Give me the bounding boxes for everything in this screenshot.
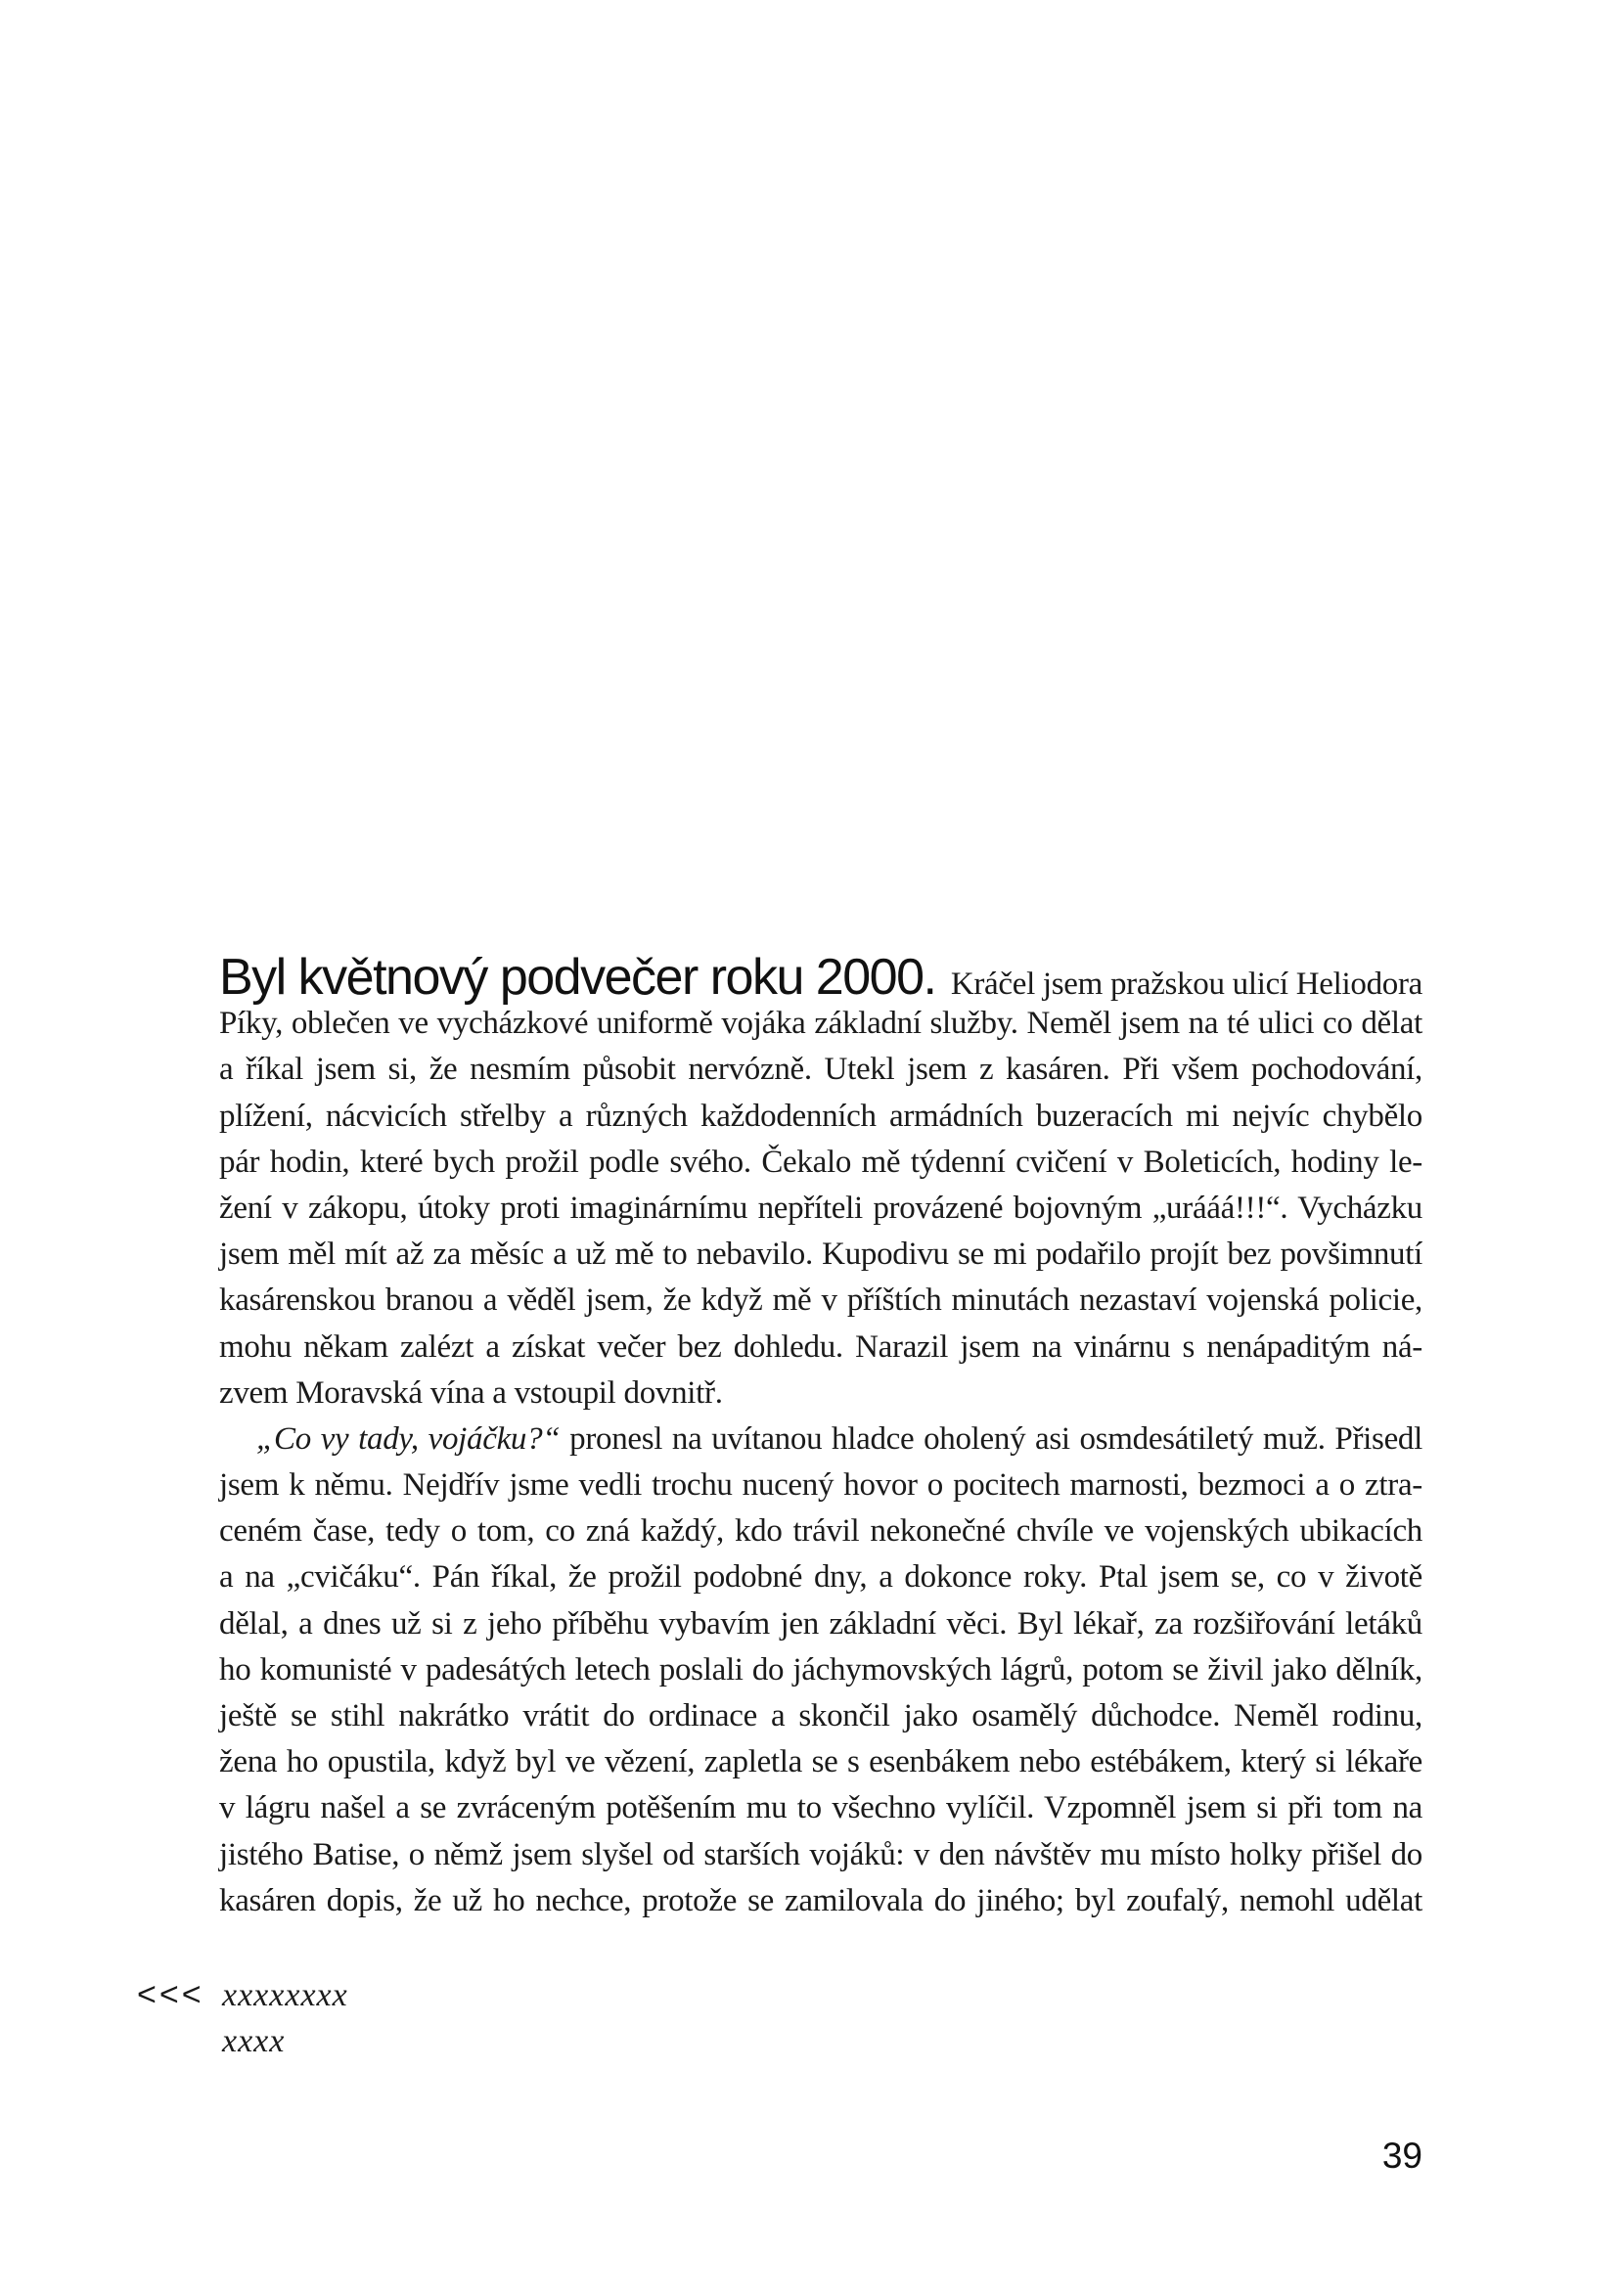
- text-segment: kasáren dopis, že už ho nechce, protože se zamilovala do jiného; byl zoufalý, nemohl udělat: [219, 1882, 1422, 1918]
- body-line: [219, 1278, 1422, 1324]
- footnote-line-2: xxxx: [222, 2023, 286, 2060]
- body-line: [219, 1232, 1422, 1278]
- text-segment: žení v zákopu, útoky proti imaginárnímu nepříteli provázené bojovným „urááá!!!“. Vycházku: [219, 1190, 1422, 1226]
- footnote-line-1: xxxxxxxx: [222, 1977, 348, 2013]
- text-segment: jsem měl mít až za měsíc a už mě to nebavilo. Kupodivu se mi podařilo projít bez povšimnutí: [219, 1237, 1422, 1273]
- body-line: [219, 1001, 1422, 1047]
- body-line: [219, 1186, 1422, 1232]
- footnote-marker: <<<: [137, 1976, 204, 2013]
- text-segment: plížení, nácvicích střelby a různých každodenních armádních buzeracích mi nejvíc chybělo: [219, 1098, 1422, 1134]
- body-line: [219, 1508, 1422, 1554]
- body-line: [219, 1878, 1422, 1924]
- footnote-row-1: [137, 1972, 348, 2018]
- text-segment: a říkal jsem si, že nesmím působit nervózně. Utekl jsem z kasáren. Při všem pochodování,: [219, 1052, 1422, 1088]
- text-segment: jistého Batise, o němž jsem slyšel od starších vojáků: v den návštěv mu místo holky přišel do: [219, 1836, 1422, 1872]
- text-segment: „Co vy tady, vojáčku?“: [256, 1420, 561, 1457]
- text-segment: v lágru našel a se zvráceným potěšením mu to všechno vylíčil. Vzpomněl jsem si při tom na: [219, 1790, 1422, 1826]
- body-text: [219, 949, 1423, 1924]
- text-segment: jsem k němu. Nejdřív jsme vedli trochu nucený hovor o pocitech marnosti, bezmoci a o ztra-: [219, 1467, 1422, 1504]
- footnote-row-2: [137, 2018, 348, 2064]
- chapter-heading: Byl květnový podvečer roku 2000.: [219, 949, 936, 1006]
- body-line: [219, 1371, 1422, 1417]
- text-segment: kasárenskou branou a věděl jsem, že když mě v příštích minutách nezastaví vojenská policie,: [219, 1282, 1422, 1319]
- text-segment: ho komunisté v padesátých letech poslali do jáchymovských lágrů, potom se živil jako dělník,: [219, 1651, 1422, 1688]
- body-line: [219, 1047, 1422, 1093]
- text-segment: Kráčel jsem pražskou ulicí Heliodora: [950, 967, 1422, 1002]
- text-segment: mohu někam zalézt a získat večer bez dohledu. Narazil jsem na vinárnu s nenápaditým ná-: [219, 1328, 1422, 1365]
- body-line: [219, 1832, 1422, 1878]
- chapter-opening-line: [219, 949, 1422, 1006]
- text-segment: ještě se stihl nakrátko vrátit do ordinace a skončil jako osamělý důchodce. Neměl rodinu,: [219, 1698, 1422, 1733]
- page-number: 39: [1381, 2136, 1422, 2176]
- text-segment: ceném čase, tedy o tom, co zná každý, kdo trávil nekonečné chvíle ve vojenských ubikacích: [219, 1513, 1422, 1550]
- text-segment: dělal, a dnes už si z jeho příběhu vybavím jen základní věci. Byl lékař, za rozšiřování letáků: [219, 1605, 1422, 1642]
- text-segment: žena ho opustila, když byl ve vězení, zapletla se s esenbákem nebo estébákem, který si lékaře: [219, 1744, 1422, 1780]
- body-line: [219, 1785, 1422, 1831]
- text-segment: a na „cvičáku“. Pán říkal, že prožil podobné dny, a dokonce roky. Ptal jsem se, co v životě: [219, 1559, 1422, 1596]
- body-line: [219, 1739, 1422, 1785]
- footnote: [137, 1972, 348, 2064]
- text-segment: pronesl na uvítanou hladce oholený asi osmdesátiletý muž. Přisedl: [560, 1420, 1423, 1457]
- text-segment: zvem Moravská vína a vstoupil dovnitř.: [219, 1374, 723, 1411]
- text-segment: pár hodin, které bych prožil podle svého. Čekalo mě týdenní cvičení v Boleticích, hodiny le-: [219, 1144, 1422, 1180]
- body-line: [219, 1140, 1422, 1186]
- body-line: [219, 1325, 1422, 1371]
- body-line: [219, 1554, 1422, 1600]
- body-line: [219, 1601, 1422, 1647]
- text-segment: Píky, oblečen ve vycházkové uniformě vojáka základní služby. Neměl jsem na té ulici co dělat: [219, 1006, 1422, 1042]
- body-line: [219, 1693, 1422, 1739]
- body-line: [219, 1462, 1422, 1508]
- body-line: [219, 1094, 1422, 1140]
- body-line: [219, 1647, 1422, 1693]
- body-line: [219, 1417, 1422, 1462]
